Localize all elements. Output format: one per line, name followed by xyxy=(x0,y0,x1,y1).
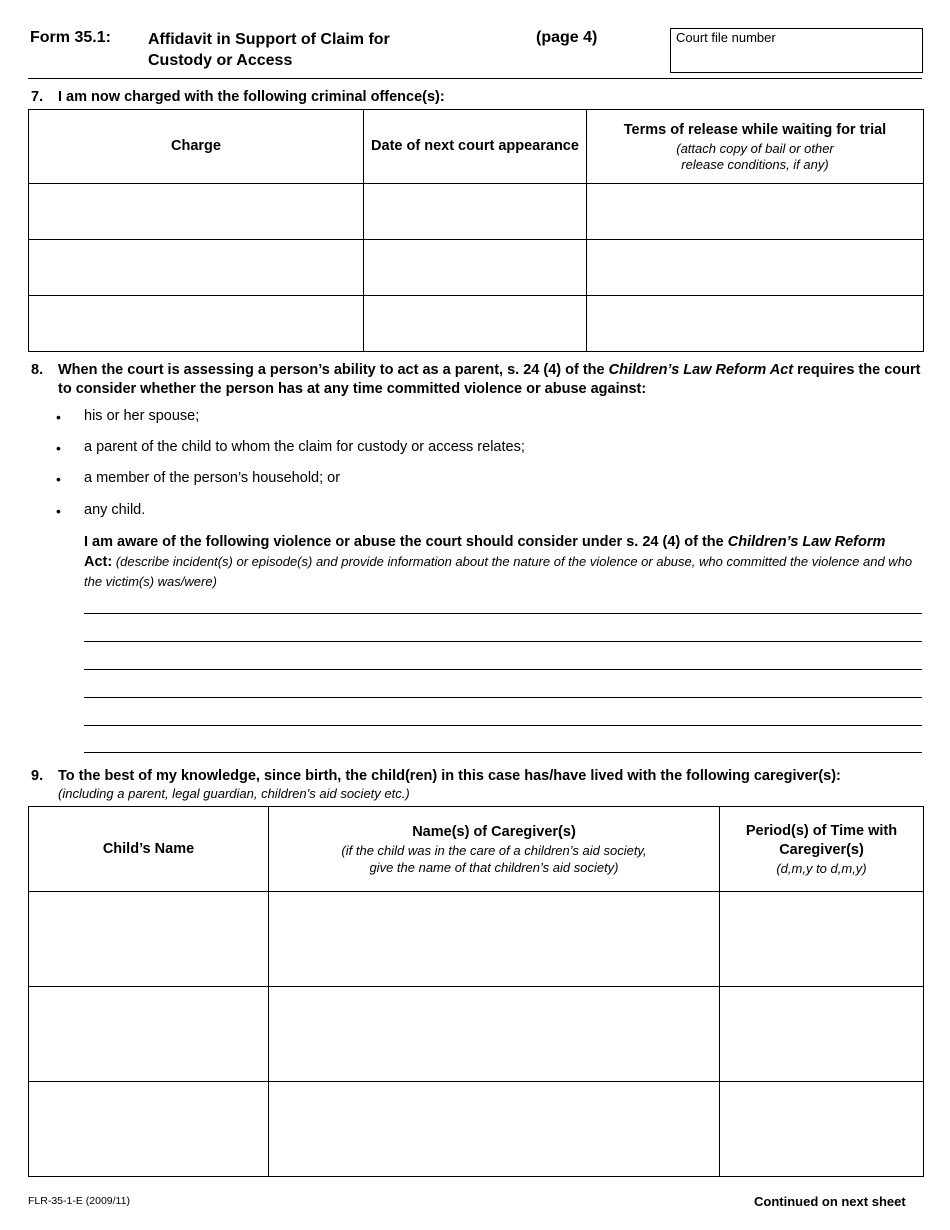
violence-abuse-statement: I am aware of the following violence or abuse the court should consider under s. 24 (4) of the Children’s Law Reform Act: (describe incident(s) or episode(s) and provide information about the nature of the violence or abuse, who committed the violence and who the victim(s) was/were) xyxy=(84,534,913,589)
release-terms-note-1: (attach copy of bail or other xyxy=(676,140,834,156)
child-name-cell[interactable] xyxy=(29,987,269,1082)
form-title-line1: Affidavit in Support of Claim for xyxy=(148,31,390,48)
col-caregivers: Name(s) of Caregiver(s) (if the child was in the care of a children’s aid society, give the name of that children’s aid society) xyxy=(269,807,720,892)
section-9-heading: To the best of my knowledge, since birth, the child(ren) in this case has/have lived with the following caregiver(s): xyxy=(58,768,841,784)
continued-note: Continued on next sheet xyxy=(754,1194,906,1209)
header-divider xyxy=(28,78,922,79)
table-row xyxy=(29,1082,924,1177)
table-row xyxy=(29,184,924,240)
section-7-heading: I am now charged with the following criminal offence(s): xyxy=(58,89,445,105)
time-period-cell[interactable] xyxy=(720,1082,924,1177)
table-row xyxy=(29,296,924,352)
table-row xyxy=(29,892,924,987)
list-item: a member of the person’s household; or xyxy=(84,470,341,486)
page-label: (page 4) xyxy=(536,29,598,46)
table-header-row xyxy=(29,110,924,184)
section-9-subheading: (including a parent, legal guardian, children’s aid society etc.) xyxy=(58,786,410,801)
col-child-name: Child’s Name xyxy=(29,807,269,892)
time-periods-note: (d,m,y to d,m,y) xyxy=(776,860,867,876)
caregiver-cell[interactable] xyxy=(269,1082,720,1177)
writing-line[interactable] xyxy=(84,752,922,753)
time-period-cell[interactable] xyxy=(720,892,924,987)
caregiver-cell[interactable] xyxy=(269,987,720,1082)
list-item: a parent of the child to whom the claim for custody or access relates; xyxy=(84,439,525,455)
col-charge: Charge xyxy=(29,110,364,184)
court-date-cell[interactable] xyxy=(364,240,587,296)
charge-cell[interactable] xyxy=(29,184,364,240)
violence-abuse-instructions: (describe incident(s) or episode(s) and provide information about the nature of the violence or abuse, who committed the violence and who the victim(s) was/were) xyxy=(84,554,913,589)
bullet-icon: • xyxy=(56,503,61,519)
release-terms-cell[interactable] xyxy=(587,240,924,296)
table-row xyxy=(29,987,924,1082)
section-8-intro: When the court is assessing a person’s ability to act as a parent, s. 24 (4) of the Children’s Law Reform Act requires the court to consider whether the person has at any time committed violence or abuse against: xyxy=(58,362,921,397)
caregiver-cell[interactable] xyxy=(269,892,720,987)
form-code: FLR-35-1-E (2009/11) xyxy=(28,1195,130,1207)
form-title-line2: Custody or Access xyxy=(148,52,293,69)
release-terms-cell[interactable] xyxy=(587,296,924,352)
bullet-icon: • xyxy=(56,440,61,456)
child-name-cell[interactable] xyxy=(29,892,269,987)
court-file-number-label: Court file number xyxy=(676,30,776,45)
list-item: any child. xyxy=(84,502,146,518)
act-name: Children’s Law Reform Act xyxy=(608,362,794,378)
form-title xyxy=(148,29,478,71)
writing-line[interactable] xyxy=(84,697,922,698)
section-9-number: 9. xyxy=(31,768,44,784)
act-name: Children’s Law Reform xyxy=(727,534,886,550)
time-period-cell[interactable] xyxy=(720,987,924,1082)
release-terms-note-2: release conditions, if any) xyxy=(681,156,829,172)
col-next-court-date: Date of next court appearance xyxy=(364,110,587,184)
table-row xyxy=(29,240,924,296)
court-date-cell[interactable] xyxy=(364,184,587,240)
form-number: Form 35.1: xyxy=(30,29,111,46)
criminal-charges-table xyxy=(28,109,924,352)
bullet-icon: • xyxy=(56,471,61,487)
col-time-periods: Period(s) of Time with Caregiver(s) (d,m,y to d,m,y) xyxy=(720,807,924,892)
court-file-number-field[interactable] xyxy=(670,28,923,73)
writing-line[interactable] xyxy=(84,669,922,670)
charge-cell[interactable] xyxy=(29,296,364,352)
section-8-number: 8. xyxy=(31,362,44,378)
list-item: his or her spouse; xyxy=(84,408,200,424)
release-terms-cell[interactable] xyxy=(587,184,924,240)
caregivers-table xyxy=(28,806,924,1177)
writing-line[interactable] xyxy=(84,641,922,642)
table-header-row xyxy=(29,807,924,892)
writing-line[interactable] xyxy=(84,613,922,614)
caregivers-note-2: give the name of that children’s aid society) xyxy=(369,859,619,875)
bullet-icon: • xyxy=(56,409,61,425)
caregivers-note-1: (if the child was in the care of a children’s aid society, xyxy=(341,842,647,858)
section-7-number: 7. xyxy=(31,89,44,105)
child-name-cell[interactable] xyxy=(29,1082,269,1177)
col-release-terms: Terms of release while waiting for trial (attach copy of bail or other release conditions, if any) xyxy=(587,110,924,184)
court-date-cell[interactable] xyxy=(364,296,587,352)
charge-cell[interactable] xyxy=(29,240,364,296)
writing-line[interactable] xyxy=(84,725,922,726)
